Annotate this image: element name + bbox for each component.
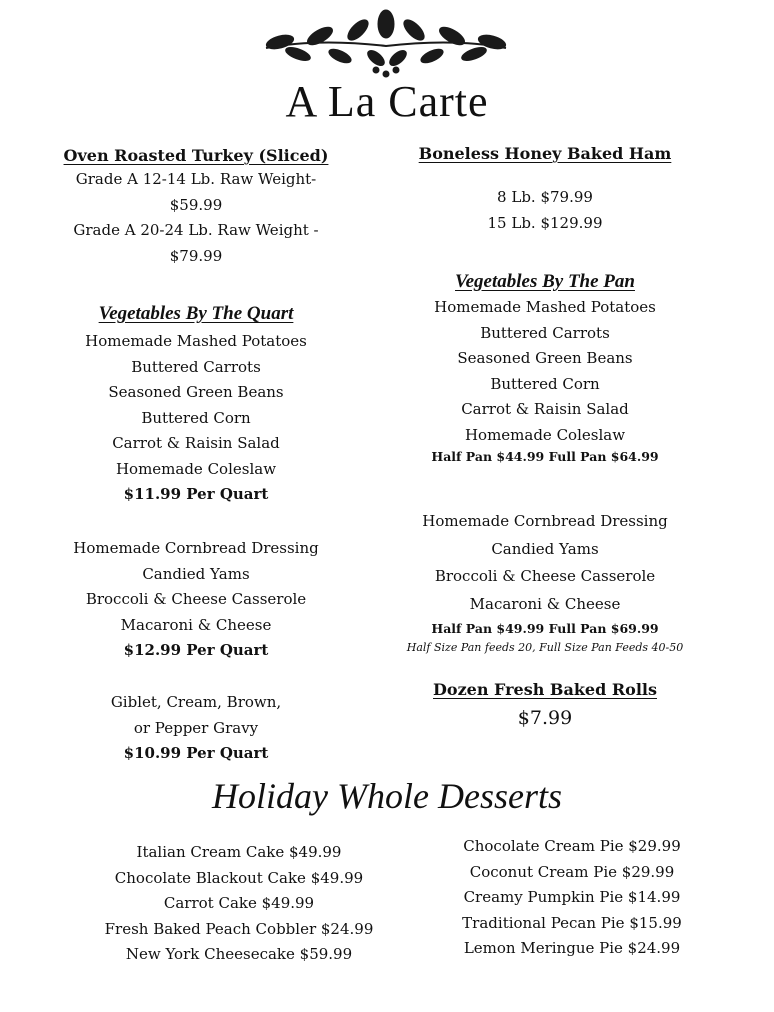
turkey-line: Grade A 12-14 Lb. Raw Weight-: [75, 170, 317, 188]
pan-item: Carrot & Raisin Salad: [461, 400, 629, 418]
pan-price: Half Pan $44.99 Full Pan $64.99: [431, 449, 659, 464]
turkey-heading: Oven Roasted Turkey (Sliced): [63, 146, 329, 165]
dessert-item: Chocolate Blackout Cake $49.99: [114, 868, 364, 887]
pan-item: Homemade Coleslaw: [464, 425, 626, 444]
desserts-left-list: [58, 840, 420, 968]
right-side-item: Broccoli & Cheese Casserole: [434, 567, 656, 585]
left-side-item: Broccoli & Cheese Casserole: [85, 590, 307, 608]
pan-heading: Vegetables By The Pan: [455, 271, 635, 292]
ham-line: 15 Lb. $129.99: [487, 213, 603, 232]
leaf-ornament-icon: [258, 8, 514, 80]
quart-section: [36, 303, 356, 508]
right-side-item: Macaroni & Cheese: [469, 594, 621, 613]
right-side-item: Candied Yams: [491, 539, 599, 558]
quart-item: Buttered Corn: [141, 408, 251, 427]
gravy-item: or Pepper Gravy: [133, 718, 259, 737]
dessert-item: Creamy Pumpkin Pie $14.99: [463, 888, 681, 906]
left-sides-price: $12.99 Per Quart: [123, 641, 269, 659]
desserts-title: Holiday Whole Desserts: [212, 776, 562, 816]
quart-item: Homemade Coleslaw: [115, 459, 277, 478]
pan-size-note: Half Size Pan feeds 20, Full Size Pan Feeds 40-50: [406, 641, 684, 654]
rolls-section: [385, 680, 705, 729]
quart-item: Buttered Carrots: [131, 357, 261, 376]
rolls-heading: Dozen Fresh Baked Rolls: [433, 680, 657, 699]
quart-item: Homemade Mashed Potatoes: [85, 332, 307, 350]
right-sides-price: Half Pan $49.99 Full Pan $69.99: [431, 621, 659, 636]
ham-heading: Boneless Honey Baked Ham: [418, 144, 672, 163]
quart-price: $11.99 Per Quart: [123, 485, 269, 503]
dessert-item: Italian Cream Cake $49.99: [136, 843, 342, 861]
left-side-item: Candied Yams: [142, 564, 250, 583]
quart-heading: Vegetables By The Quart: [98, 303, 294, 324]
gravy-item: Giblet, Cream, Brown,: [110, 693, 282, 711]
pan-item: Homemade Mashed Potatoes: [434, 298, 656, 316]
dessert-item: Fresh Baked Peach Cobbler $24.99: [104, 919, 374, 938]
turkey-line: $79.99: [169, 246, 223, 265]
dessert-item: Traditional Pecan Pie $15.99: [462, 913, 682, 932]
left-side-item: Homemade Cornbread Dressing: [73, 539, 319, 557]
gravy-price: $10.99 Per Quart: [123, 744, 269, 762]
dessert-item: New York Cheesecake $59.99: [125, 945, 353, 963]
quart-item: Carrot & Raisin Salad: [112, 434, 280, 452]
page-title: A La Carte: [285, 77, 489, 126]
rolls-price: $7.99: [517, 707, 573, 729]
dessert-item: Lemon Meringue Pie $24.99: [463, 939, 681, 957]
dessert-item: Carrot Cake $49.99: [163, 894, 315, 912]
gravy-section: [36, 690, 356, 767]
turkey-section: [36, 146, 356, 269]
dessert-item: Chocolate Cream Pie $29.99: [463, 837, 681, 855]
right-side-item: Homemade Cornbread Dressing: [422, 512, 668, 530]
turkey-line: $59.99: [169, 195, 223, 214]
ham-section: [385, 144, 705, 236]
desserts-right-list: [420, 834, 724, 962]
dessert-item: Coconut Cream Pie $29.99: [469, 862, 675, 881]
left-side-item: Macaroni & Cheese: [120, 615, 272, 634]
pan-item: Buttered Carrots: [480, 323, 610, 342]
pan-section: [385, 271, 705, 464]
right-sides-section: [385, 508, 705, 654]
pan-item: Buttered Corn: [490, 374, 600, 393]
quart-item: Seasoned Green Beans: [108, 383, 284, 401]
pan-item: Seasoned Green Beans: [457, 349, 633, 367]
ham-line: 8 Lb. $79.99: [497, 188, 593, 206]
left-sides-section: [36, 536, 356, 664]
turkey-line: Grade A 20-24 Lb. Raw Weight -: [73, 221, 319, 239]
